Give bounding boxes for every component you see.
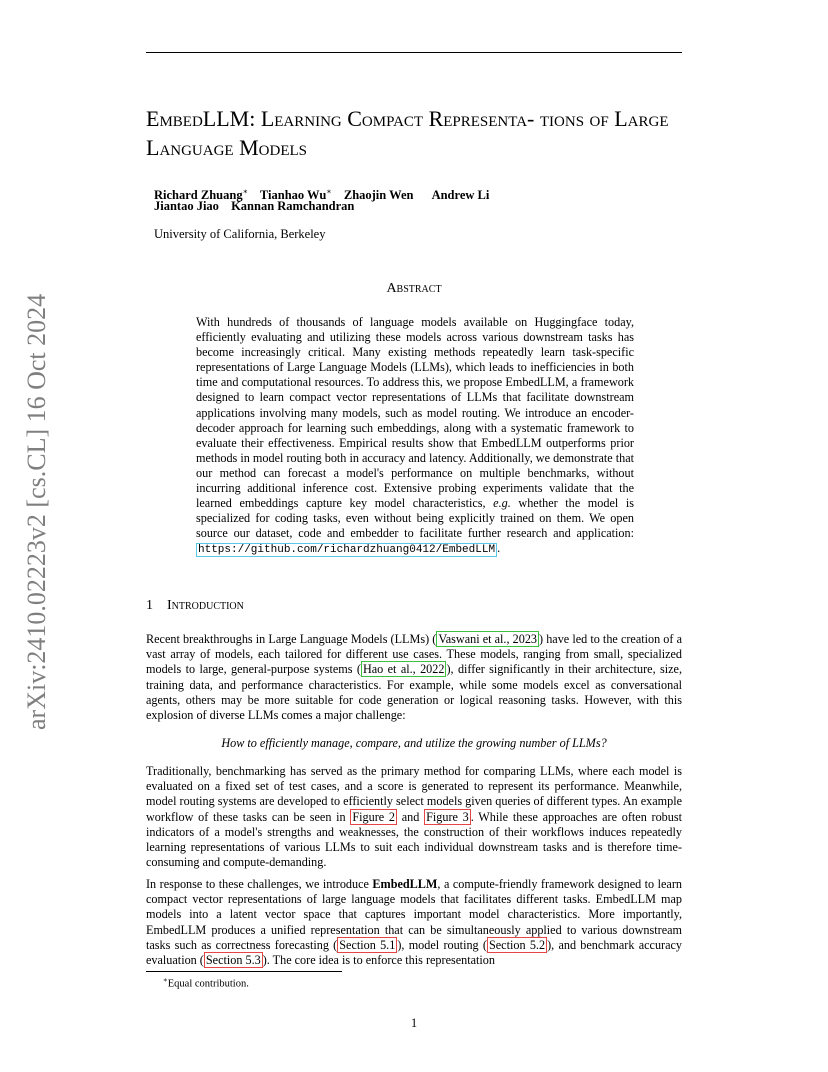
affiliation: University of California, Berkeley <box>154 227 326 241</box>
section-title: Introduction <box>167 598 244 613</box>
text-run: In response to these challenges, we introduce <box>146 877 373 891</box>
text-run: ) have led to the creation of a vast array of models, each tailored for different use cases. These models, ranging from small, specialized models to large, general-purpose systems ( <box>146 632 682 677</box>
author-name: Richard Zhuang <box>154 188 243 203</box>
abstract-end: . <box>497 541 501 556</box>
text-run: Traditionally, benchmarking has served as the primary method for comparing LLMs, where each model is evaluated on a fixed set of test cases, and a score is generated to represent its performance. Meanwhile, model routing systems are developed to efficiently select models given queries of different types. An example workflow of these tasks can be seen in <box>146 764 682 824</box>
section-ref-link[interactable]: Section 5.3 <box>205 953 261 968</box>
figure-ref-link[interactable]: Figure 2 <box>352 809 396 824</box>
footnote-text: Equal contribution. <box>167 978 249 990</box>
figure-ref-link[interactable]: Figure 3 <box>426 809 469 824</box>
arxiv-identifier: arXiv:2410.02223v2 [cs.CL] 16 Oct 2024 <box>22 293 51 730</box>
emphasis-embedllm: EmbedLLM <box>372 877 438 891</box>
citation-link[interactable]: Hao et al., 2022 <box>362 662 445 677</box>
intro-paragraph-1 <box>146 632 682 723</box>
author-name: Jiantao Jiao <box>154 199 219 213</box>
footnote <box>163 976 249 990</box>
text-run: ), model routing ( <box>397 937 487 952</box>
text-run: ). The core idea is to enforce this representation <box>262 953 495 968</box>
author-name: Andrew Li <box>431 188 490 203</box>
section-heading <box>146 598 244 614</box>
text-run: Recent breakthroughs in Large Language Models (LLMs) ( <box>146 632 437 646</box>
abstract-heading: Abstract <box>386 281 442 296</box>
author-list-line-2 <box>154 199 363 214</box>
github-link[interactable]: https://github.com/richardzhuang0412/EmbedLLM <box>198 544 496 557</box>
section-ref-link[interactable]: Section 5.1 <box>339 937 396 952</box>
title-line: EmbedLLM: Learning Compact Representa- tions of Large Language Models <box>146 106 669 160</box>
text-run: and <box>397 809 425 824</box>
abstract-sentence: With hundreds of thousands of language models available on Huggingface today, efficiently evaluating and utilizing these models across various downstream tasks has become increasingly critical. Many existing methods repeatedly learn task-specific representations of Large Language Models (LLMs), which leads to inefficiencies in both time and computational resources. To address this, we propose EmbedLLM, a framework designed to learn compact vector representations of LLMs that facilitate downstream applications involving many models, such as model routing. We introduce an encoder-decoder approach for learning such embeddings, along with a systematic framework to evaluate their effectiveness. Empirical results show that EmbedLLM outperforms prior methods in model routing both in accuracy and latency. Additionally, we demonstrate that our method can forecast a model's performance on multiple benchmarks, without incurring additional inference cost. Extensive probing experiments validate that the learned embeddings capture key model characteristics, <box>196 315 634 511</box>
author <box>154 199 219 213</box>
research-question: How to efficiently manage, compare, and utilize the growing number of LLMs? <box>221 736 607 750</box>
author-name: Tianhao Wu <box>259 188 327 203</box>
footnote-rule <box>146 971 342 972</box>
author-name: Zhaojin Wen <box>343 188 414 203</box>
abstract-sentence: whether the model is specialized for coding tasks, even without being explicitly trained on them. We open source our dataset, code and embedder to facilitate further research and application: <box>196 496 635 541</box>
text-run: . While these approaches are often robust indicators of a model's strengths and weaknesses, the construction of their workflows induces repeatedly learning representations of various LLMs to suit each individual downstream tasks and is therefore time-consuming and compute-demanding. <box>146 809 682 870</box>
intro-paragraph-3 <box>146 877 682 968</box>
abstract-eg: e.g. <box>493 496 511 511</box>
intro-paragraph-2 <box>146 764 682 870</box>
section-number: 1 <box>146 598 153 613</box>
abstract-text <box>196 315 634 559</box>
page-number: 1 <box>410 1016 418 1030</box>
section-ref-link[interactable]: Section 5.2 <box>488 937 546 952</box>
text-run: ), differ significantly in their architecture, size, training data, and performance characteristics. For example, while some models excel as conversational agents, others may be more suitable for code generation or logical reasoning tasks. However, with this explosion of diverse LLMs comes a major challenge: <box>146 662 682 723</box>
equal-contribution-mark: ∗ <box>242 187 249 196</box>
text-run: ), and benchmark accuracy evaluation ( <box>146 937 683 968</box>
text-run: , a compute-friendly framework designed to learn compact vector representations of large language models that facilitates different tasks. EmbedLLM map models into a latent vector space that captures important model characteristics. More importantly, EmbedLLM produces a unified representation that can be simultaneously applied to various downstream tasks such as correctness forecasting ( <box>146 877 682 952</box>
paper-title <box>146 104 706 162</box>
author <box>231 199 354 213</box>
author <box>432 188 490 202</box>
citation-link[interactable]: Vaswani et al., 2023 <box>438 632 538 646</box>
top-rule <box>146 52 682 53</box>
author-name: Kannan Ramchandran <box>231 199 355 213</box>
footnote-mark: ∗ <box>163 976 168 984</box>
equal-contribution-mark: ∗ <box>326 187 332 196</box>
